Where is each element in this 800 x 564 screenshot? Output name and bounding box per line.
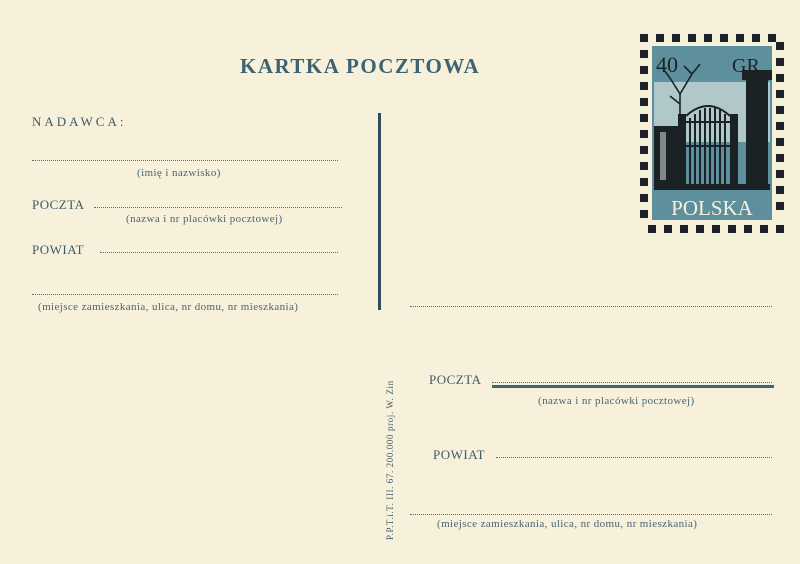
sender-name-hint: (imię i nazwisko) — [137, 167, 221, 179]
sender-county-label: POWIAT — [32, 242, 85, 257]
recipient-post-hint: (nazwa i nr placówki pocztowej) — [538, 395, 695, 407]
recipient-county-label: POWIAT — [433, 447, 486, 462]
recipient-post-label: POCZTA — [429, 372, 482, 387]
stamp-gate-post-left — [678, 114, 686, 184]
recipient-county-line[interactable] — [496, 457, 772, 458]
stamp-gate-post-right — [730, 114, 738, 184]
sender-address-line[interactable] — [32, 294, 338, 295]
sender-post-label: POCZTA — [32, 197, 85, 212]
stamp-ground — [654, 184, 770, 190]
stamp-imprint — [640, 34, 784, 233]
recipient-name-line[interactable] — [410, 306, 772, 307]
stamp-value: 40 — [656, 52, 678, 77]
stamp-pillar-right — [746, 76, 768, 184]
center-divider — [378, 113, 381, 310]
card-title: KARTKA POCZTOWA — [240, 54, 481, 78]
sender-county-line[interactable] — [100, 252, 338, 253]
sender-name-line[interactable] — [32, 160, 338, 161]
sender-post-line[interactable] — [94, 207, 342, 208]
stamp-unit: GR — [732, 55, 760, 77]
sender-label: NADAWCA: — [32, 114, 127, 129]
recipient-address-line[interactable] — [410, 514, 772, 515]
recipient-address-hint: (miejsce zamieszkania, ulica, nr domu, nr mieszkania) — [437, 518, 698, 530]
recipient-post-line[interactable] — [492, 382, 772, 383]
sender-post-hint: (nazwa i nr placówki pocztowej) — [126, 213, 283, 225]
stamp-country: POLSKA — [671, 196, 753, 220]
sender-address-hint: (miejsce zamieszkania, ulica, nr domu, nr mieszkania) — [38, 301, 299, 313]
printer-imprint: P.P.T.i.T. III. 67. 200.000 proj. W. Zin — [385, 380, 395, 540]
recipient-post-underline — [492, 385, 774, 388]
